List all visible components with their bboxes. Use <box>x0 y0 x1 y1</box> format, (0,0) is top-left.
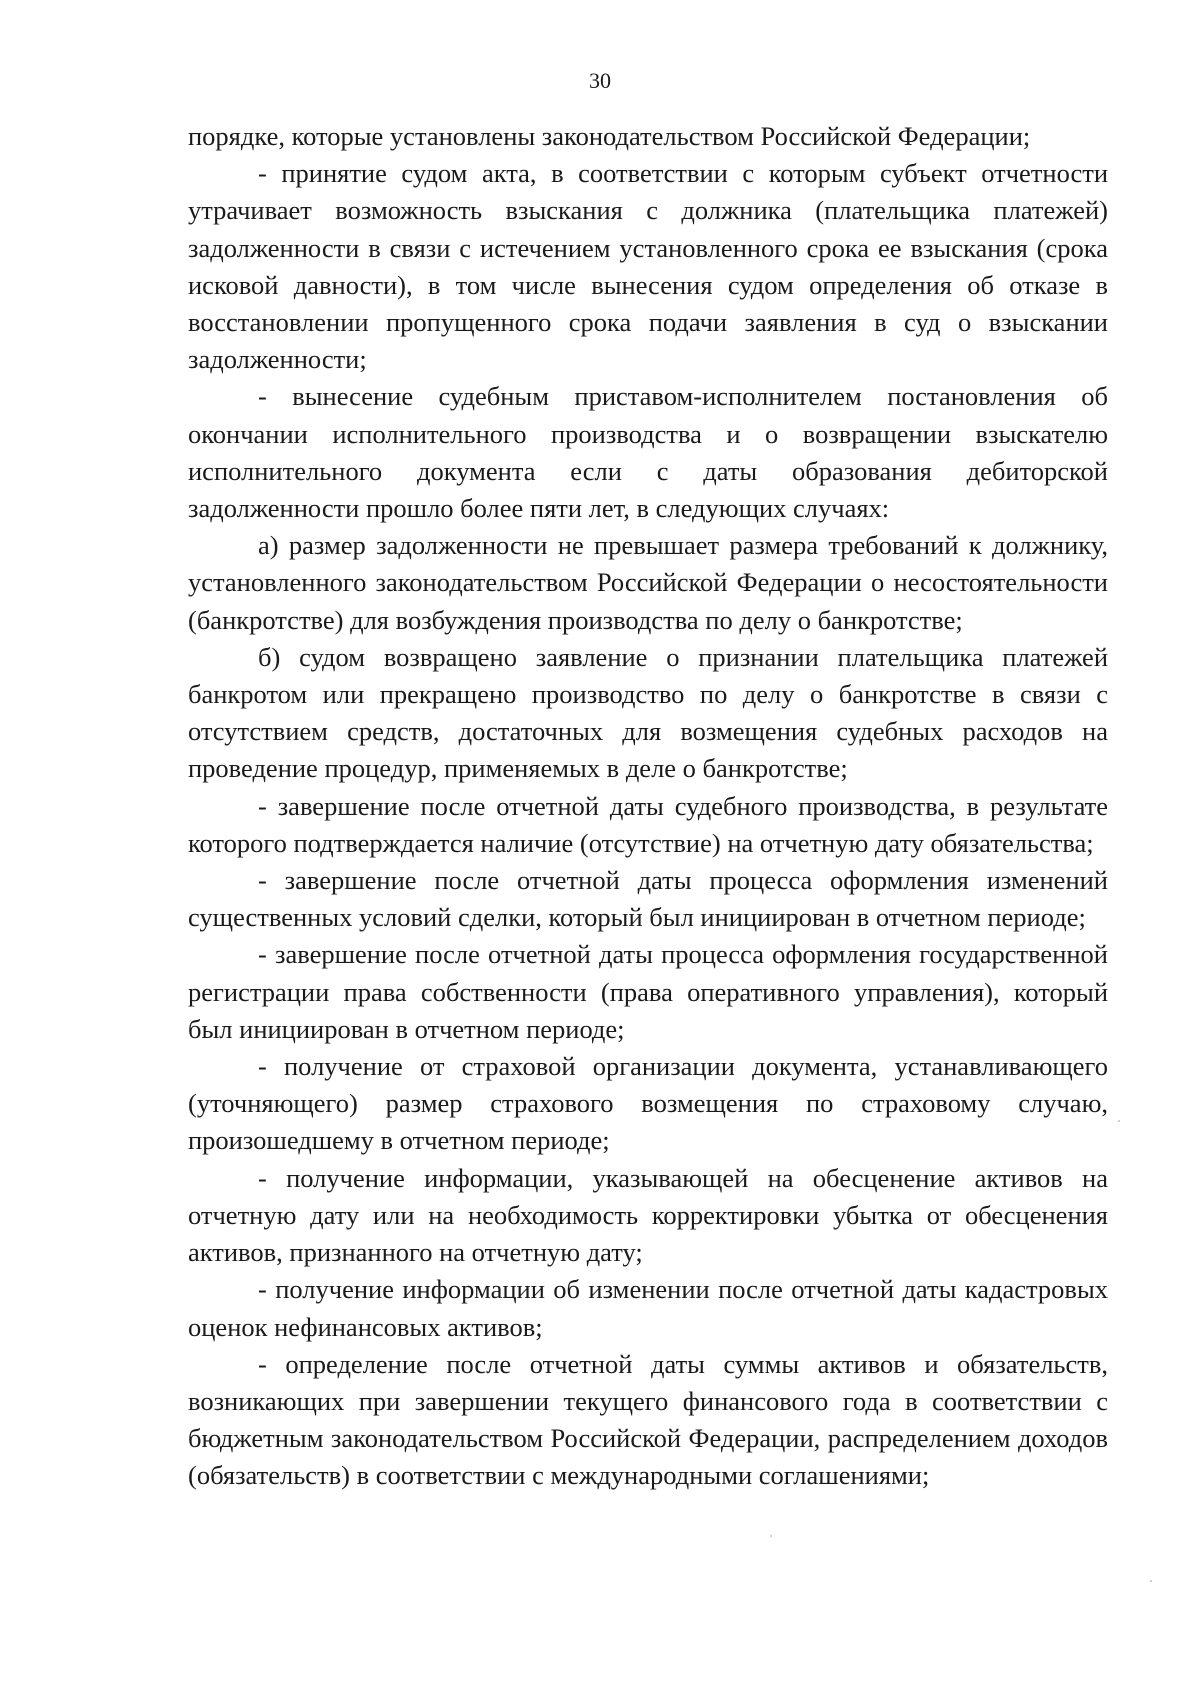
paragraph-court-proceedings: - завершение после отчетной даты судебного производства, в результате которого подтверждается наличие (отсутствие) на отчетную дату обязательства; <box>188 790 1108 858</box>
paragraph-state-registration: - завершение после отчетной даты процесса оформления государственной регистрации права собственности (права оперативного управления), который был инициирован в отчетном периоде; <box>188 939 1108 1044</box>
paragraph-bailiff-ruling: - вынесение судебным приставом-исполнителем постановления об окончании исполнительного производства и о возвращении взыскателю исполнительного документа если с даты образования дебиторской задолженности прошло более пяти лет, в следующих случаях: <box>188 381 1108 524</box>
scan-speck <box>1150 1580 1152 1582</box>
scan-speck <box>770 1535 772 1537</box>
paragraph-year-end: - определение после отчетной даты суммы активов и обязательств, возникающих при завершении текущего финансового года в соответствии с бюджетным законодательством Российской Федерации, распределением доходов (обязательств) в соответствии с международными соглашениями; <box>188 1348 1108 1491</box>
scan-speck <box>1118 1120 1120 1122</box>
paragraph-case-b: б) судом возвращено заявление о признании плательщика платежей банкротом или прекращено производство по делу о банкротстве в связи с отсутствием средств, достаточных для возмещения судебных расходов на проведение процедур, применяемых в деле о банкротстве; <box>188 641 1108 784</box>
paragraph-impairment: - получение информации, указывающей на обесценение активов на отчетную дату или на необходимость корректировки убытка от обесценения активов, признанного на отчетную дату; <box>188 1162 1108 1268</box>
paragraph-cadastral: - получение информации об изменении после отчетной даты кадастровых оценок нефинансовых активов; <box>188 1274 1108 1342</box>
paragraph-insurance: - получение от страховой организации документа, устанавливающего (уточняющего) размер страхового возмещения по страховому случаю, произошедшему в отчетном периоде; <box>188 1051 1108 1156</box>
paragraph-deal-changes: - завершение после отчетной даты процесса оформления изменений существенных условий сделки, который был инициирован в отчетном периоде; <box>188 865 1108 933</box>
paragraph-court-act: - принятие судом акта, в соответствии с которым субъект отчетности утрачивает возможность взыскания с должника (плательщика платежей) задолженности в связи с истечением установленного срока ее взыскания (срока исковой давности), в том числе вынесения судом определения об отказе в восстановлении пропущенного срока подачи заявления в суд о взыскании задолженности; <box>188 158 1108 375</box>
paragraph-case-a: а) размер задолженности не превышает размера требований к должнику, установленного законодательством Российской Федерации о несостоятельности (банкротстве) для возбуждения производства по делу о банкротстве; <box>188 530 1108 635</box>
paragraph-continuation: порядке, которые установлены законодательством Российской Федерации; <box>188 121 1031 151</box>
page-number: 30 <box>589 68 611 93</box>
document-body <box>188 118 1108 1495</box>
